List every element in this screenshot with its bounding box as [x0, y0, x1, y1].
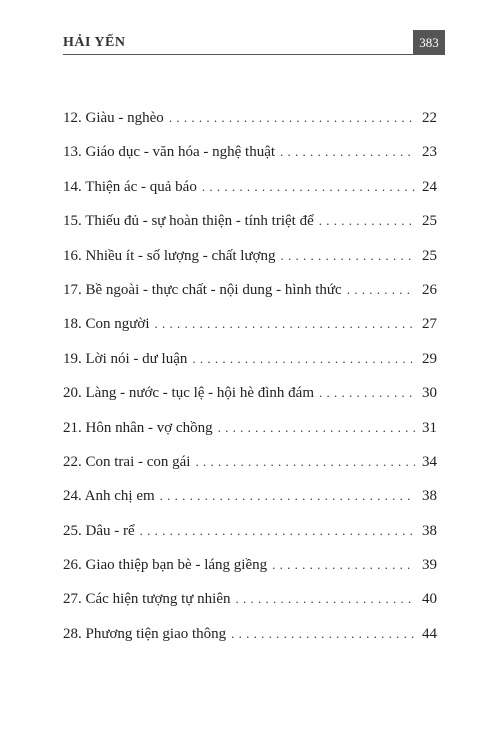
page-number-badge: 383 [413, 30, 445, 55]
toc-entry-title: 25. Dâu - rể [63, 522, 135, 539]
toc-entry-title: 17. Bề ngoài - thực chất - nội dung - hình thức [63, 281, 342, 298]
toc-dot-leader [154, 312, 415, 336]
toc-entry-title: 12. Giàu - nghèo [63, 110, 164, 126]
toc-entry [63, 416, 437, 450]
toc-entry-title: 16. Nhiều ít - số lượng - chất lượng [63, 247, 276, 264]
toc-entry-title: 18. Con người [63, 316, 150, 333]
toc-entry-title: 24. Anh chị em [63, 488, 155, 505]
toc-entry-title: 26. Giao thiệp bạn bè - láng giềng [63, 557, 268, 574]
toc-entry [63, 587, 437, 621]
toc-entry-title: 27. Các hiện tượng tự nhiên [63, 591, 231, 608]
toc-entry-page: 29 [422, 350, 437, 367]
toc-entry [63, 175, 437, 209]
toc-entry-title: 19. Lời nói - dư luận [63, 350, 188, 367]
toc-entry-page: 31 [422, 419, 437, 436]
toc-entry-page: 23 [422, 144, 437, 161]
running-header [63, 30, 445, 56]
toc-entry-title: 13. Giáo dục - văn hóa - nghệ thuật [63, 144, 276, 161]
toc-dot-leader [272, 553, 415, 577]
toc-entry-page: 39 [422, 557, 437, 574]
toc-dot-leader [280, 140, 415, 164]
toc-entry-page: 25 [422, 247, 437, 264]
toc-entry-page: 22 [422, 110, 437, 126]
toc-dot-leader [319, 209, 415, 233]
toc-dot-leader [281, 244, 415, 268]
toc-entry [63, 381, 437, 415]
toc-entry-title: 15. Thiếu đủ - sự hoàn thiện - tính triệt để [63, 213, 314, 230]
toc-dot-leader [195, 450, 415, 474]
toc-entry-title: 14. Thiện ác - quả báo [63, 178, 197, 195]
toc-entry [63, 450, 437, 484]
toc-entry [63, 312, 437, 346]
toc-entry [63, 484, 437, 518]
toc-entry-page: 34 [422, 453, 437, 470]
toc-dot-leader [347, 278, 415, 302]
toc-entry [63, 106, 437, 140]
toc-entry [63, 519, 437, 553]
toc-dot-leader [140, 519, 415, 543]
header-author: HẢI YẾN [63, 35, 126, 50]
toc-entry-page: 26 [422, 281, 437, 298]
toc-entry [63, 347, 437, 381]
toc-entry-page: 44 [422, 625, 437, 642]
toc-entry-title: 28. Phương tiện giao thông [63, 625, 227, 642]
toc-dot-leader [319, 381, 415, 405]
toc-entry [63, 622, 437, 656]
toc-dot-leader [202, 175, 415, 199]
toc-dot-leader [231, 622, 415, 646]
toc-entry [63, 140, 437, 174]
toc-entry [63, 278, 437, 312]
toc-entry-page: 38 [422, 522, 437, 539]
toc-entry-title: 20. Làng - nước - tục lệ - hội hè đình đám [63, 385, 314, 402]
toc-entry-page: 40 [422, 591, 437, 608]
toc-entry-page: 25 [422, 213, 437, 230]
header-rule [63, 54, 415, 55]
toc-entry-title: 22. Con trai - con gái [63, 453, 191, 470]
toc-dot-leader [160, 484, 415, 508]
toc-entry-title: 21. Hôn nhân - vợ chồng [63, 419, 213, 436]
toc-entry [63, 209, 437, 243]
toc-entry [63, 244, 437, 278]
toc-entry [63, 553, 437, 587]
toc-dot-leader [236, 587, 416, 611]
toc-dot-leader [192, 347, 415, 371]
toc-entry-page: 30 [422, 385, 437, 402]
toc-entry-page: 38 [422, 488, 437, 505]
table-of-contents [63, 106, 437, 656]
toc-dot-leader [218, 416, 415, 440]
toc-dot-leader [169, 106, 415, 130]
toc-entry-page: 27 [422, 316, 437, 333]
toc-entry-page: 24 [422, 178, 437, 195]
